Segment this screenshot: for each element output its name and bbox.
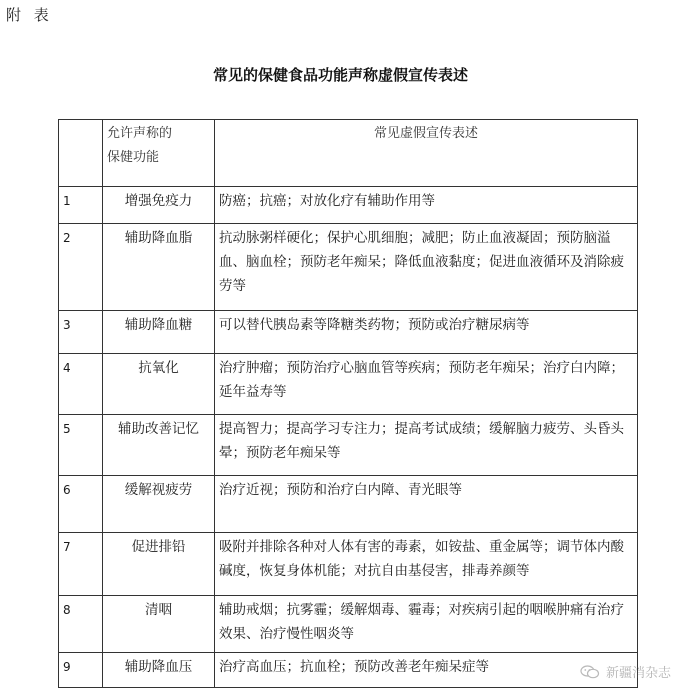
watermark bbox=[580, 662, 671, 681]
appendix-label: 附 表 bbox=[6, 6, 53, 24]
row-number: 2 bbox=[59, 224, 103, 311]
row-description: 治疗肿瘤；预防治疗心脑血管等疾病；预防老年痴呆；治疗白内障；延年益寿等 bbox=[215, 354, 638, 415]
header-description-cell: 常见虚假宣传表述 bbox=[215, 120, 638, 187]
row-number: 1 bbox=[59, 187, 103, 224]
header-function-line2: 保健功能 bbox=[107, 150, 160, 165]
table-row bbox=[59, 187, 638, 224]
row-number: 7 bbox=[59, 533, 103, 596]
table-header-row bbox=[59, 120, 638, 187]
row-function: 增强免疫力 bbox=[103, 187, 215, 224]
row-number: 4 bbox=[59, 354, 103, 415]
row-number: 5 bbox=[59, 415, 103, 476]
document-title: 常见的保健食品功能声称虚假宣传表述 bbox=[212, 66, 468, 84]
header-function-cell bbox=[103, 120, 215, 187]
table-row bbox=[59, 533, 638, 596]
table-row bbox=[59, 596, 638, 653]
row-function: 抗氧化 bbox=[103, 354, 215, 415]
row-description: 治疗高血压；抗血栓；预防改善老年痴呆症等 bbox=[215, 653, 638, 688]
table-row bbox=[59, 224, 638, 311]
table-row bbox=[59, 476, 638, 533]
row-function: 缓解视疲劳 bbox=[103, 476, 215, 533]
table-row bbox=[59, 311, 638, 354]
wechat-icon bbox=[580, 665, 600, 679]
row-function: 辅助降血脂 bbox=[103, 224, 215, 311]
table-row bbox=[59, 354, 638, 415]
row-number: 6 bbox=[59, 476, 103, 533]
row-description: 抗动脉粥样硬化；保护心肌细胞；减肥；防止血液凝固；预防脑溢血、脑血栓；预防老年痴呆；降低血液黏度；促进血液循环及消除疲劳等 bbox=[215, 224, 638, 311]
table-row bbox=[59, 415, 638, 476]
claims-table bbox=[58, 119, 638, 688]
row-number: 3 bbox=[59, 311, 103, 354]
row-function: 促进排铅 bbox=[103, 533, 215, 596]
table-row bbox=[59, 653, 638, 688]
row-function: 辅助降血压 bbox=[103, 653, 215, 688]
row-description: 提高智力；提高学习专注力；提高考试成绩；缓解脑力疲劳、头昏头晕；预防老年痴呆等 bbox=[215, 415, 638, 476]
header-number-cell bbox=[59, 120, 103, 187]
row-function: 辅助改善记忆 bbox=[103, 415, 215, 476]
watermark-text: 新疆消杂志 bbox=[605, 666, 671, 681]
row-number: 9 bbox=[59, 653, 103, 688]
row-function: 辅助降血糖 bbox=[103, 311, 215, 354]
row-number: 8 bbox=[59, 596, 103, 653]
row-description: 防癌；抗癌；对放化疗有辅助作用等 bbox=[215, 187, 638, 224]
row-description: 辅助戒烟；抗雾霾；缓解烟毒、霾毒；对疾病引起的咽喉肿痛有治疗效果、治疗慢性咽炎等 bbox=[215, 596, 638, 653]
row-function: 清咽 bbox=[103, 596, 215, 653]
row-description: 治疗近视；预防和治疗白内障、青光眼等 bbox=[215, 476, 638, 533]
row-description: 吸附并排除各种对人体有害的毒素，如铵盐、重金属等；调节体内酸碱度，恢复身体机能；对抗自由基侵害，排毒养颜等 bbox=[215, 533, 638, 596]
row-description: 可以替代胰岛素等降糖类药物；预防或治疗糖尿病等 bbox=[215, 311, 638, 354]
header-function-line1: 允许声称的 bbox=[107, 126, 173, 141]
